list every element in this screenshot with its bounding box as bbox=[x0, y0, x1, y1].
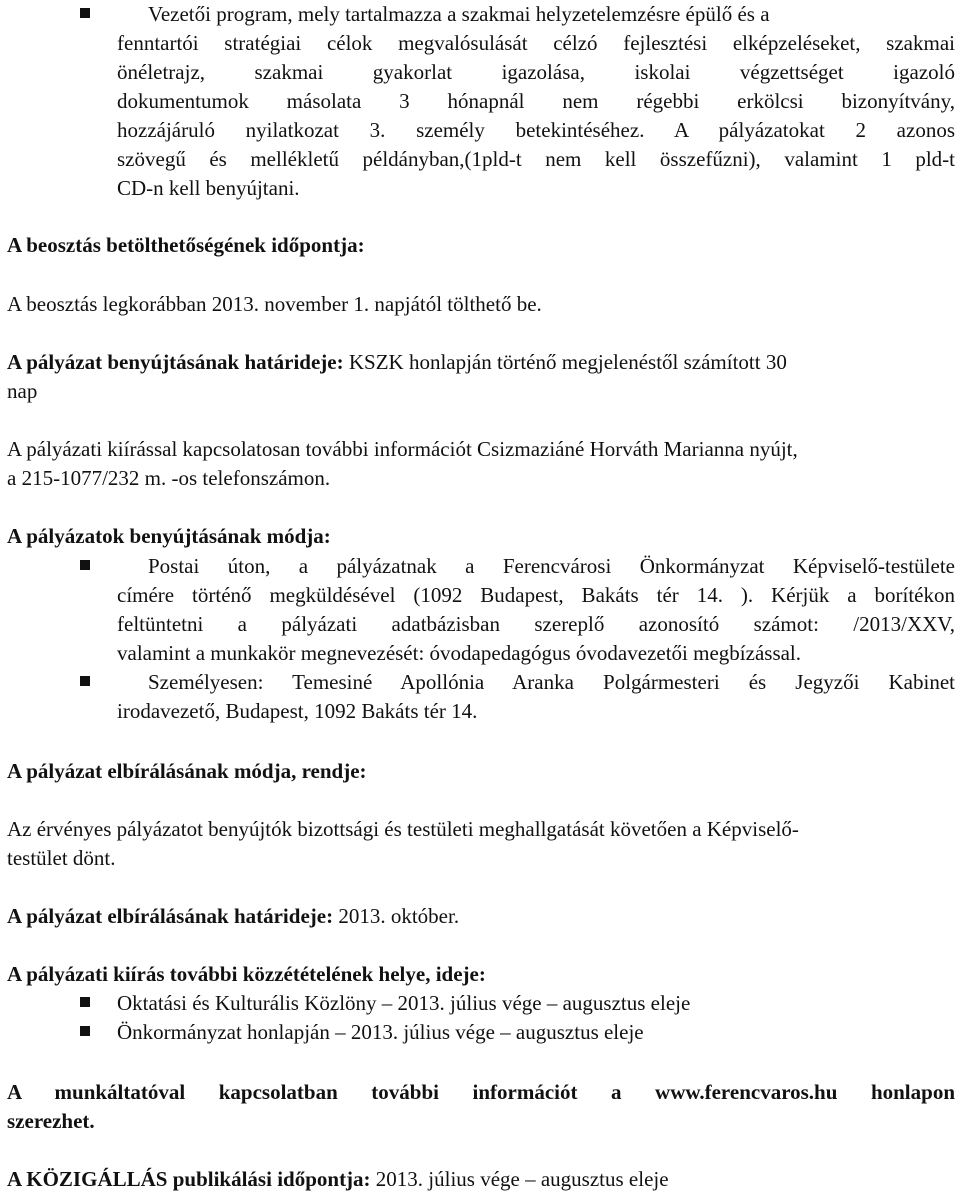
info-line-1: A pályázati kiírással kapcsolatosan további információt Csizmaziáné Horváth Marianna nyújt, bbox=[7, 437, 798, 461]
kozigallas-value: 2013. július vége – augusztus eleje bbox=[370, 1167, 669, 1191]
kozigallas-line bbox=[7, 1165, 955, 1194]
eval-heading: A pályázat elbírálásának módja, rendje: bbox=[7, 759, 367, 783]
method-bullet1-line-1: Postai úton, a pályázatnak a Ferencvárosi Önkormányzat Képviselő-testülete bbox=[148, 554, 955, 578]
publish-item-2: Önkormányzat honlapján – 2013. július vége – augusztus eleje bbox=[117, 1020, 644, 1044]
bullet-square-icon bbox=[80, 997, 90, 1007]
deadline-value: KSZK honlapján történő megjelenéstől számított 30 bbox=[343, 350, 787, 374]
intro-line-1: Vezetői program, mely tartalmazza a szakmai helyzetelemzésre épülő és a bbox=[148, 2, 770, 26]
evaldeadline-line bbox=[7, 902, 955, 931]
intro-line-5: hozzájáruló nyilatkozat 3. személy betekintéséhez. A pályázatokat 2 azonos bbox=[117, 118, 955, 142]
evaldeadline-value: 2013. október. bbox=[333, 904, 460, 928]
start-heading: A beosztás betölthetőségének időpontja: bbox=[7, 233, 365, 257]
employer-line-2: szerezhet. bbox=[7, 1109, 95, 1133]
bullet-square-icon bbox=[80, 676, 90, 686]
intro-line-7: CD-n kell benyújtani. bbox=[117, 176, 300, 200]
intro-line-3: önéletrajz, szakmai gyakorlat igazolása, iskolai végzettséget igazoló bbox=[117, 60, 955, 84]
deadline-line-1 bbox=[7, 348, 955, 377]
eval-line-2: testület dönt. bbox=[7, 846, 116, 870]
deadline-line-2: nap bbox=[7, 379, 38, 403]
method-bullet2-line-2: irodavezető, Budapest, 1092 Bakáts tér 14. bbox=[117, 699, 478, 723]
method-bullet1-line-2: címére történő megküldésével (1092 Budapest, Bakáts tér 14. ). Kérjük a borítékon bbox=[117, 583, 955, 607]
evaldeadline-label: A pályázat elbírálásának határideje: bbox=[7, 904, 334, 928]
method-bullet2-line-1: Személyesen: Temesiné Apollónia Aranka Polgármesteri és Jegyzői Kabinet bbox=[148, 670, 955, 694]
method-bullet1-line-4: valamint a munkakör megnevezését: óvodapedagógus óvodavezetői megbízással. bbox=[117, 641, 802, 665]
deadline-label: A pályázat benyújtásának határideje: bbox=[7, 350, 344, 374]
employer-line-1: A munkáltatóval kapcsolatban további információt a www.ferencvaros.hu honlapon bbox=[7, 1080, 955, 1104]
publish-item-1: Oktatási és Kulturális Közlöny – 2013. július vége – augusztus eleje bbox=[117, 991, 691, 1015]
publish-heading: A pályázati kiírás további közzétételének helye, ideje: bbox=[7, 962, 486, 986]
start-text: A beosztás legkorábban 2013. november 1. napjától tölthető be. bbox=[7, 292, 542, 316]
method-bullet1-line-3: feltüntetni a pályázati adatbázisban szereplő azonosító számot: /2013/XXV, bbox=[117, 612, 955, 636]
info-line-2: a 215-1077/232 m. -os telefonszámon. bbox=[7, 466, 331, 490]
kozigallas-label: A KÖZIGÁLLÁS publikálási időpontja: bbox=[7, 1167, 371, 1191]
intro-line-4: dokumentumok másolata 3 hónapnál nem régebbi erkölcsi bizonyítvány, bbox=[117, 89, 955, 113]
intro-line-6: szövegű és mellékletű példányban,(1pld-t nem kell összefűzni), valamint 1 pld-t bbox=[117, 147, 955, 171]
bullet-square-icon bbox=[80, 1026, 90, 1036]
bullet-square-icon bbox=[80, 8, 90, 18]
method-heading: A pályázatok benyújtásának módja: bbox=[7, 524, 331, 548]
intro-line-2: fenntartói stratégiai célok megvalósulását célzó fejlesztési elképzeléseket, szakmai bbox=[117, 31, 955, 55]
eval-line-1: Az érvényes pályázatot benyújtók bizottsági és testületi meghallgatását követően a Képviselő- bbox=[7, 817, 799, 841]
bullet-square-icon bbox=[80, 560, 90, 570]
